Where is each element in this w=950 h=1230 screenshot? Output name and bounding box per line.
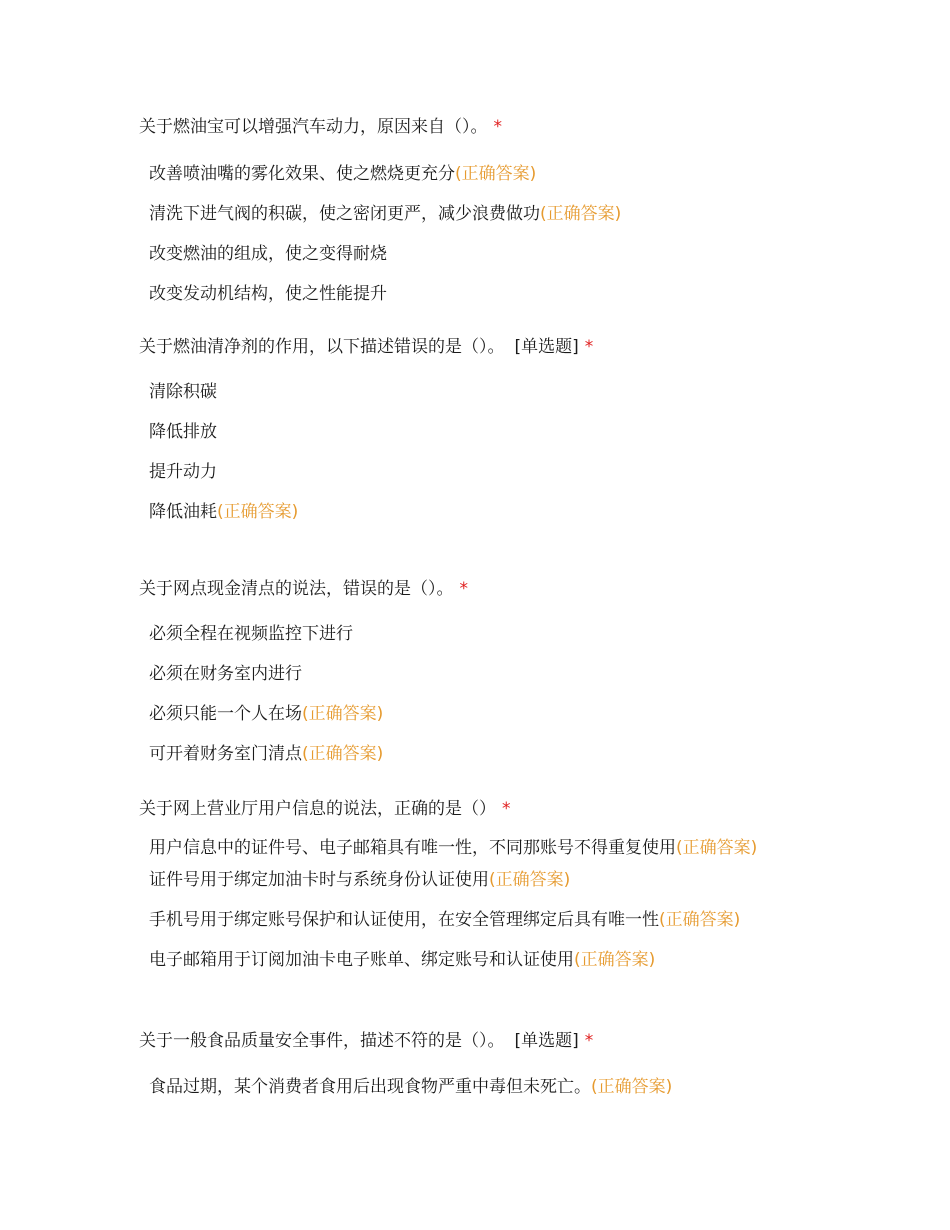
required-mark: * [584,1031,594,1051]
option-item: 手机号用于绑定账号保护和认证使用，在安全管理绑定后具有唯一性(正确答案) [149,910,741,930]
option-item: 必须在财务室内进行 [149,664,302,684]
option-list [139,622,819,766]
correct-answer-label: (正确答案) [676,838,758,858]
option-list [139,162,819,306]
option-item: 清除积碳 [149,382,217,402]
correct-answer-label: (正确答案) [455,164,537,184]
required-mark: * [493,117,502,137]
question-3 [139,577,819,766]
correct-answer-label: (正确答案) [302,744,384,764]
correct-answer-label: (正确答案) [217,502,299,522]
option-item: 改善喷油嘴的雾化效果、使之燃烧更充分(正确答案) [149,164,537,184]
question-title: 关于网上营业厅用户信息的说法，正确的是（） * [139,799,511,819]
question-title: 关于燃油清净剂的作用，以下描述错误的是（）。 [单选题] * [139,337,594,357]
required-mark: * [584,337,594,357]
option-item: 必须全程在视频监控下进行 [149,624,353,644]
question-5 [139,1029,819,1099]
option-item: 证件号用于绑定加油卡时与系统身份认证使用(正确答案) [149,870,571,890]
question-title: 关于燃油宝可以增强汽车动力，原因来自（）。 * [139,117,502,137]
option-list [139,836,819,972]
question-4 [139,797,819,972]
correct-answer-label: (正确答案) [302,704,384,724]
option-item: 电子邮箱用于订阅加油卡电子账单、绑定账号和认证使用(正确答案) [149,950,656,970]
option-item: 降低排放 [149,422,217,442]
required-mark: * [502,799,511,819]
required-mark: * [459,579,468,599]
question-type-tag: [单选题] [514,337,579,357]
correct-answer-label: (正确答案) [591,1077,673,1097]
question-1 [139,115,819,306]
option-item: 改变发动机结构，使之性能提升 [149,284,387,304]
option-item: 用户信息中的证件号、电子邮箱具有唯一性，不同那账号不得重复使用(正确答案) [149,838,758,858]
option-item: 必须只能一个人在场(正确答案) [149,704,384,724]
option-item: 清洗下进气阀的积碳，使之密闭更严，减少浪费做功(正确答案) [149,204,622,224]
option-item: 改变燃油的组成，使之变得耐烧 [149,244,387,264]
question-2 [139,335,819,524]
question-title: 关于一般食品质量安全事件，描述不符的是（）。 [单选题] * [139,1031,594,1051]
option-item: 可开着财务室门清点(正确答案) [149,744,384,764]
question-type-tag: [单选题] [514,1031,579,1051]
correct-answer-label: (正确答案) [540,204,622,224]
option-item: 降低油耗(正确答案) [149,502,299,522]
correct-answer-label: (正确答案) [659,910,741,930]
option-item: 食品过期，某个消费者食用后出现食物严重中毒但未死亡。(正确答案) [149,1077,673,1097]
correct-answer-label: (正确答案) [574,950,656,970]
option-list [139,380,819,524]
question-title: 关于网点现金清点的说法，错误的是（）。 * [139,579,468,599]
option-item: 提升动力 [149,462,217,482]
correct-answer-label: (正确答案) [489,870,571,890]
option-list [139,1075,819,1099]
